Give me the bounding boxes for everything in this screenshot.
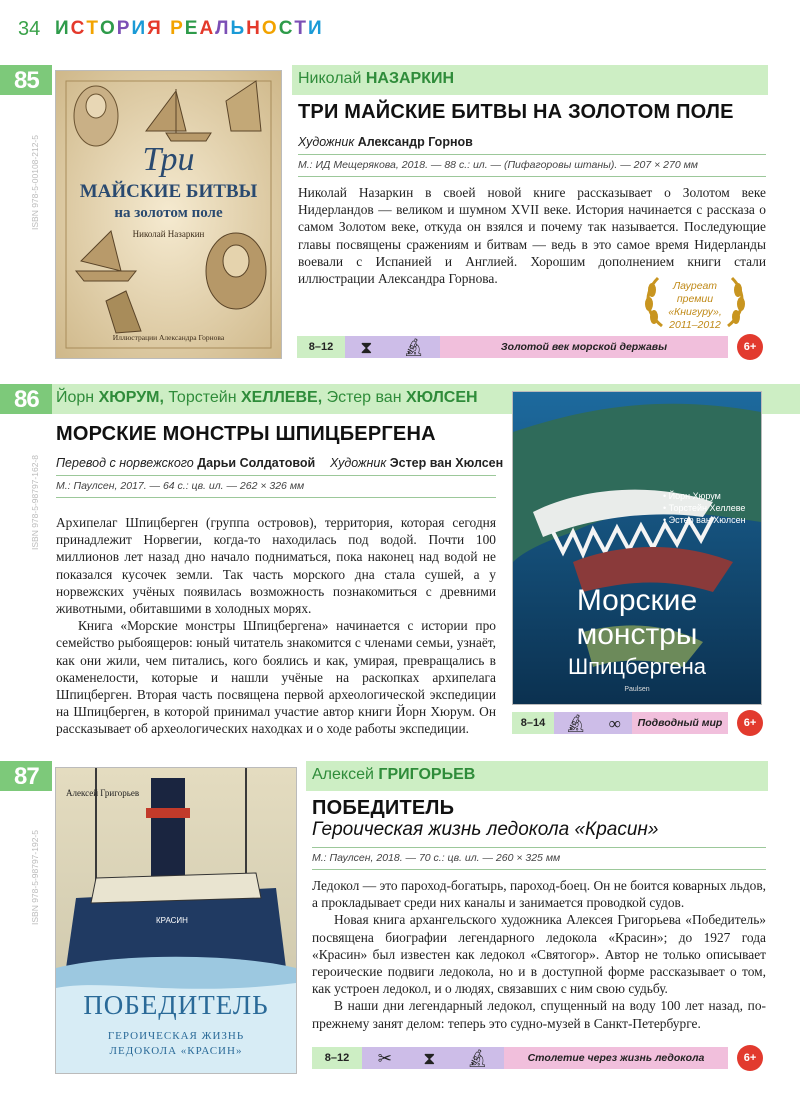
binoculars-icon: ∞ [608, 713, 621, 733]
book-86-cover-title-3: Шпицбергена [568, 654, 706, 679]
book-85-icons [345, 336, 440, 358]
book-86-paragraph-1: Архипелаг Шпицберген (группа островов), территория, которая сегодня принадлежит Норвегии, когда-то находилась под водой. Почти 100 миллионов лет назад дно начало подниматься, пока наконец над водой не показался кусочек земли. Так часть морского дна стала сушей, а у норвежских учёных появилась возможность познакомиться с древними животными, обитавшими в холодных морях. [56, 515, 496, 617]
section-title-letter: Т [86, 18, 100, 39]
award-line-3: 2011–2012 [669, 319, 721, 331]
book-87-title: ПОБЕДИТЕЛЬ [312, 797, 455, 819]
section-title-letter: Я [147, 18, 163, 39]
book-86-rating: 6+ [737, 710, 763, 736]
book-86-cover-title-2: монстры [576, 618, 698, 651]
book-85-divider [298, 154, 766, 155]
section-title-letter: О [100, 18, 117, 39]
book-86-paragraph-2: Книга «Морские монстры Шпицбергена» начинается с истории про семейство рыбоящеров: юный читатель знакомится с членами семьи, узнаёт, как они жили, чем питались, кого боялись и как, умирая, превращались в окаменелости, которые и нашли учёные на раскопках архипелага Шпицберген. Вторая часть посвящена первой археологической экспедиции на Шпицберген, в которой принимал участие автор книги Йорн Хюрум. Он рассказывает об археологических находках и о ходе работы экспедиции. [56, 618, 496, 737]
book-87-author-first: Алексей [312, 766, 374, 783]
tools-icon: ✂ [377, 1048, 392, 1068]
hourglass-icon: ⧗ [423, 1048, 436, 1068]
book-87-cover[interactable] [55, 767, 297, 1074]
book-85-cover[interactable] [55, 70, 282, 359]
book-87-cover-subtitle-2: ЛЕДОКОЛА «КРАСИН» [109, 1045, 243, 1057]
award-line-2: «Книгуру», [668, 306, 722, 318]
book-86-divider [56, 475, 496, 476]
microscope-icon: 🔬︎ [565, 713, 587, 733]
book-86-author-3-first: Эстер ван [326, 389, 402, 406]
book-87-theme: Столетие через жизнь ледокола [504, 1047, 728, 1069]
book-87-icons [362, 1047, 504, 1069]
section-title-letter: Е [184, 18, 200, 39]
book-85-meta: М.: ИД Мещерякова, 2018. — 88 с.: ил. — (Пифагоровы штаны). — 207 × 270 мм [298, 159, 698, 171]
section-title-letter: И [308, 18, 324, 39]
book-87-description [312, 877, 766, 1032]
section-title [55, 18, 324, 40]
book-85-cover-illustrator: Иллюстрации Александра Горнова [112, 333, 225, 342]
book-85-rating: 6+ [737, 334, 763, 360]
award-line-1: Лауреат премии [672, 280, 718, 305]
book-87-isbn: ISBN 978-5-98797-192-5 [30, 830, 40, 925]
book-87-cover-author: Алексей Григорьев [66, 788, 140, 798]
book-86-author-2-last: ХЕЛЛЕВЕ [241, 389, 318, 406]
book-85-credits [298, 135, 473, 149]
cover-author-2: • Торстейн Хеллеве [663, 503, 746, 513]
book-86-number: 86 [14, 386, 39, 413]
book-86-illustrator-name: Эстер ван Хюлсен [389, 456, 504, 470]
book-85-author-last: НАЗАРКИН [365, 70, 455, 87]
book-85-divider-2 [298, 176, 766, 177]
book-86-meta: М.: Паулсен, 2017. — 64 с.: цв. ил. — 262 × 326 мм [56, 480, 305, 492]
book-86-author-1-first: Йорн [56, 389, 95, 406]
section-title-letter: И [131, 18, 148, 39]
book-87-paragraph-3: В наши дни легендарный ледокол, спущенный на воду 100 лет назад, по-прежнему занят делом: теперь это судно-музей в Санкт-Петербурге. [312, 998, 766, 1031]
book-85-number: 85 [14, 67, 39, 94]
book-86-authors: Йорн ХЮРУМ, Торстейн ХЕЛЛЕВЕ, Эстер ван ХЮЛСЕН [56, 389, 478, 406]
book-87-cover-title: ПОБЕДИТЕЛЬ [83, 990, 269, 1020]
section-title-letter: А [199, 18, 216, 39]
book-85-award [640, 272, 750, 330]
book-87-cover-subtitle-1: ГЕРОИЧЕСКАЯ ЖИЗНЬ [107, 1030, 245, 1042]
cover-author-3: • Эстер ван Хюлсен [663, 515, 746, 525]
book-87-divider-2 [312, 869, 766, 870]
book-87-cover-ship-name: КРАСИН [156, 916, 188, 925]
hourglass-icon: ⧗ [360, 337, 373, 357]
book-85-cover-title-3: на золотом поле [114, 205, 223, 221]
book-87-author-last: ГРИГОРЬЕВ [378, 766, 476, 783]
book-86-cover-authors [663, 490, 746, 526]
book-86-author-2-first: Торстейн [168, 389, 237, 406]
section-title-letter: С [70, 18, 87, 39]
section-title-letter: Т [294, 18, 309, 39]
book-86-author-3-last: ХЮЛСЕН [406, 389, 478, 406]
book-85-title: ТРИ МАЙСКИЕ БИТВЫ НА ЗОЛОТОМ ПОЛЕ [298, 101, 734, 123]
microscope-icon: 🔬︎ [466, 1048, 489, 1068]
book-85-isbn: ISBN 978-5-00108-212-5 [30, 135, 40, 230]
book-87-paragraph-1: Ледокол — это пароход-богатырь, пароход-боец. Он не боится коварных льдов, а прокладывает среди них каналы и занимается проводкой судов. [312, 878, 766, 911]
book-86-isbn: ISBN 978-5-98797-162-8 [30, 455, 40, 550]
book-86-translator-name: Дарьи Солдатовой [197, 456, 316, 470]
book-86-theme: Подводный мир [632, 712, 728, 734]
book-85-theme: Золотой век морской державы [440, 336, 728, 358]
book-87-rating: 6+ [737, 1045, 763, 1071]
book-85-illustrator-label: Художник [298, 135, 355, 149]
book-85-illustrator: Александр Горнов [357, 135, 473, 149]
book-85-paragraph: Николай Назаркин в своей новой книге рассказывает о Золотом веке Нидерландов — великом и шумном XVII веке. История начинается с рассказа о самом Золотом веке, откуда он взялся и почему так называется. Последующие главы посвящены сражениям и битвам — ведь в это самое время Нидерланды воевали с Испанией и Англией. Хорошим дополнением книги стали иллюстрации Александра Горнова. [298, 185, 766, 287]
page-number: 34 [18, 18, 41, 40]
book-86-age: 8–14 [512, 712, 554, 734]
book-86-cover-title-1: Морские [576, 584, 698, 617]
book-86-divider-2 [56, 497, 496, 498]
book-86-translator-label: Перевод с норвежского [56, 456, 194, 470]
section-title-letter: О [261, 18, 279, 39]
section-title-letter: Р [116, 18, 132, 39]
book-86-cover-publisher: Paulsen [624, 686, 650, 693]
book-86-description [56, 514, 496, 738]
book-85-author [298, 70, 454, 88]
section-title-letter: Р [170, 18, 185, 39]
section-title-letter: И [55, 18, 71, 39]
book-86-illustrator-label: Художник [330, 456, 387, 470]
book-87-paragraph-2: Новая книга архангельского художника Алексея Григорьева «Победитель» посвящена биографии легендарного ледокола «Красин»; до 1927 года «Красин» был известен как ледокол «Святогор». Автор не только описывает героические подвиги ледокола, но и в доступной форме рассказывает о том, как устроен ледокол, и о людях, связавших с ним свою судьбу. [312, 912, 766, 997]
book-87-age: 8–12 [312, 1047, 362, 1069]
book-86-cover[interactable] [512, 391, 762, 705]
cover-author-1: • Йорн Хюрум [663, 491, 721, 501]
book-85-cover-author: Николай Назаркин [132, 229, 205, 239]
book-86-icons [554, 712, 632, 734]
book-87-meta: М.: Паулсен, 2018. — 70 с.: цв. ил. — 260 × 325 мм [312, 852, 561, 864]
section-title-letter: Н [246, 18, 262, 39]
book-86-author-1-last: ХЮРУМ [98, 389, 160, 406]
section-title-letter: С [278, 18, 295, 39]
book-86-translator [56, 456, 315, 470]
book-87-subtitle: Героическая жизнь ледокола «Красин» [312, 819, 659, 840]
book-85-cover-title-2: МАЙСКИЕ БИТВЫ [79, 181, 258, 202]
microscope-icon: 🔬︎ [403, 337, 425, 357]
book-86-illustrator [330, 456, 503, 470]
book-87-divider [312, 847, 766, 848]
book-85-age: 8–12 [297, 336, 345, 358]
section-title-letter: Л [215, 18, 231, 39]
book-85-cover-title-1: Три [142, 141, 195, 178]
book-86-title: МОРСКИЕ МОНСТРЫ ШПИЦБЕРГЕНА [56, 423, 436, 445]
book-85-author-first: Николай [298, 70, 362, 87]
section-title-letter: Ь [230, 18, 247, 39]
section-title-letter [163, 18, 170, 40]
book-87-author [312, 766, 475, 784]
book-87-number: 87 [14, 763, 39, 790]
